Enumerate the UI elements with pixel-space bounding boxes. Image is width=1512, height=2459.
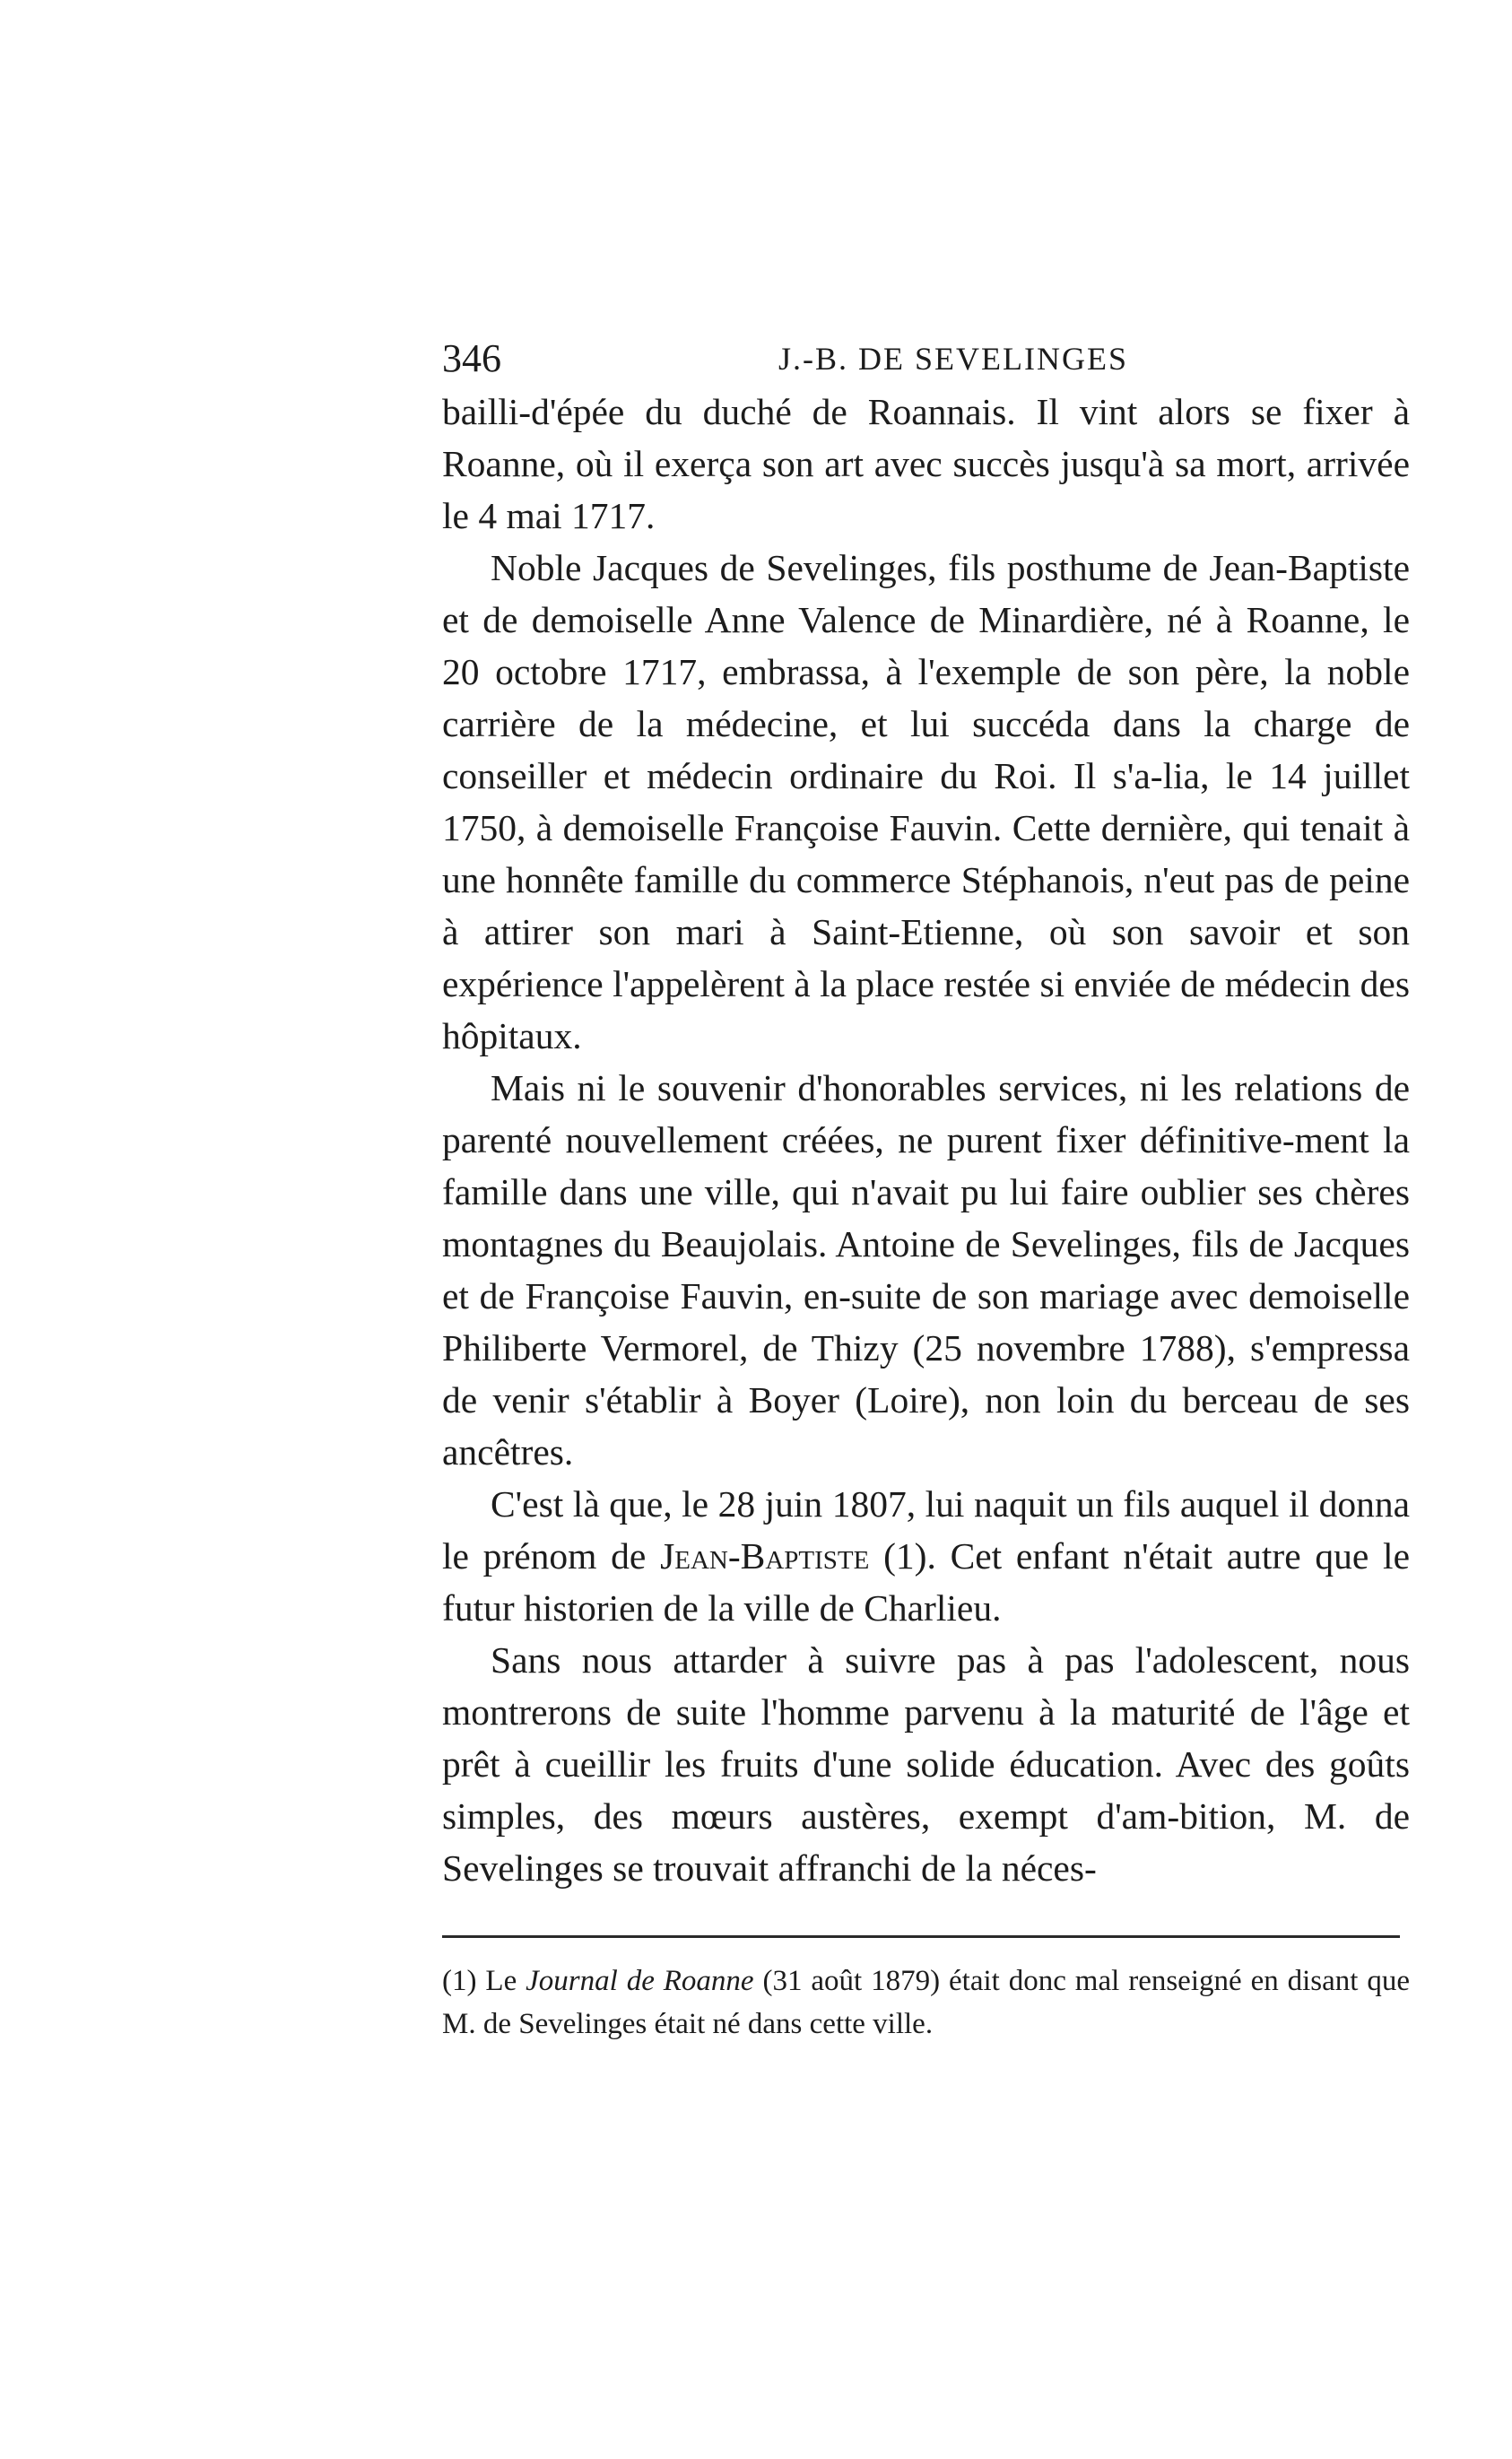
footnote [442,1959,1410,2046]
running-head [442,332,1410,386]
birth-text-before: C'est là que, le 28 juin 1807, lui naquit un fils auquel il donna le prénom de [442,1483,1410,1577]
paragraph-maturity: Sans nous attarder à suivre pas à pas l'adolescent, nous montrerons de suite l'homme parvenu à la maturité de l'âge et prêt à cueillir les fruits d'une solide éducation. Avec des goûts simples, des mœurs austères, exempt d'am-bition, M. de Sevelinges se trouvait affranchi de la néces- [442,1639,1410,1889]
footnote-journal-title: Journal de Roanne [526,1965,754,1997]
paragraph-jacques: Noble Jacques de Sevelinges, fils posthume de Jean-Baptiste et de demoiselle Anne Valence de Minardière, né à Roanne, le 20 octobre 1717, embrassa, à l'exemple de son père, la noble carrière de la médecine, et lui succéda dans la charge de conseiller et médecin ordinaire du Roi. Il s'a-lia, le 14 juillet 1750, à demoiselle Françoise Fauvin. Cette dernière, qui tenait à une honnête famille du commerce Stéphanois, n'eut pas de peine à attirer son mari à Saint-Etienne, où son savoir et son expérience l'appelèrent à la place restée si enviée de médecin des hôpitaux. [442,547,1410,1056]
running-title: J.-B. DE SEVELINGES [778,341,1128,377]
footnote-marker: (1) [442,1965,477,1997]
footnote-text: (31 août 1879) était donc mal renseigné en disant que M. de Sevelinges était né dans cette ville. [442,1965,1411,2040]
book-page [442,332,1410,2046]
body-text [442,386,1410,1894]
paragraph-continuation: bailli-d'épée du duché de Roannais. Il vint alors se fixer à Roanne, où il exerça son art avec succès jusqu'à sa mort, arrivée le 4 mai 1717. [442,391,1410,536]
footnote-lead: Le [485,1965,517,1997]
birth-text-after: (1). Cet enfant n'était autre que le futur historien de la ville de Charlieu. [442,1535,1410,1629]
page-number: 346 [442,336,501,380]
name-jean-baptiste: Jean-Baptiste [660,1535,870,1577]
paragraph-birth [442,1478,1410,1634]
footnote-rule [442,1935,1400,1938]
paragraph-antoine: Mais ni le souvenir d'honorables services, ni les relations de parenté nouvellement créées, ne purent fixer définitive-ment la famille dans une ville, qui n'avait pu lui faire oublier ses chères montagnes du Beaujolais. Antoine de Sevelinges, fils de Jacques et de Françoise Fauvin, en-suite de son mariage avec demoiselle Philiberte Vermorel, de Thizy (25 novembre 1788), s'empressa de venir s'établir à Boyer (Loire), non loin du berceau de ses ancêtres. [442,1067,1410,1473]
